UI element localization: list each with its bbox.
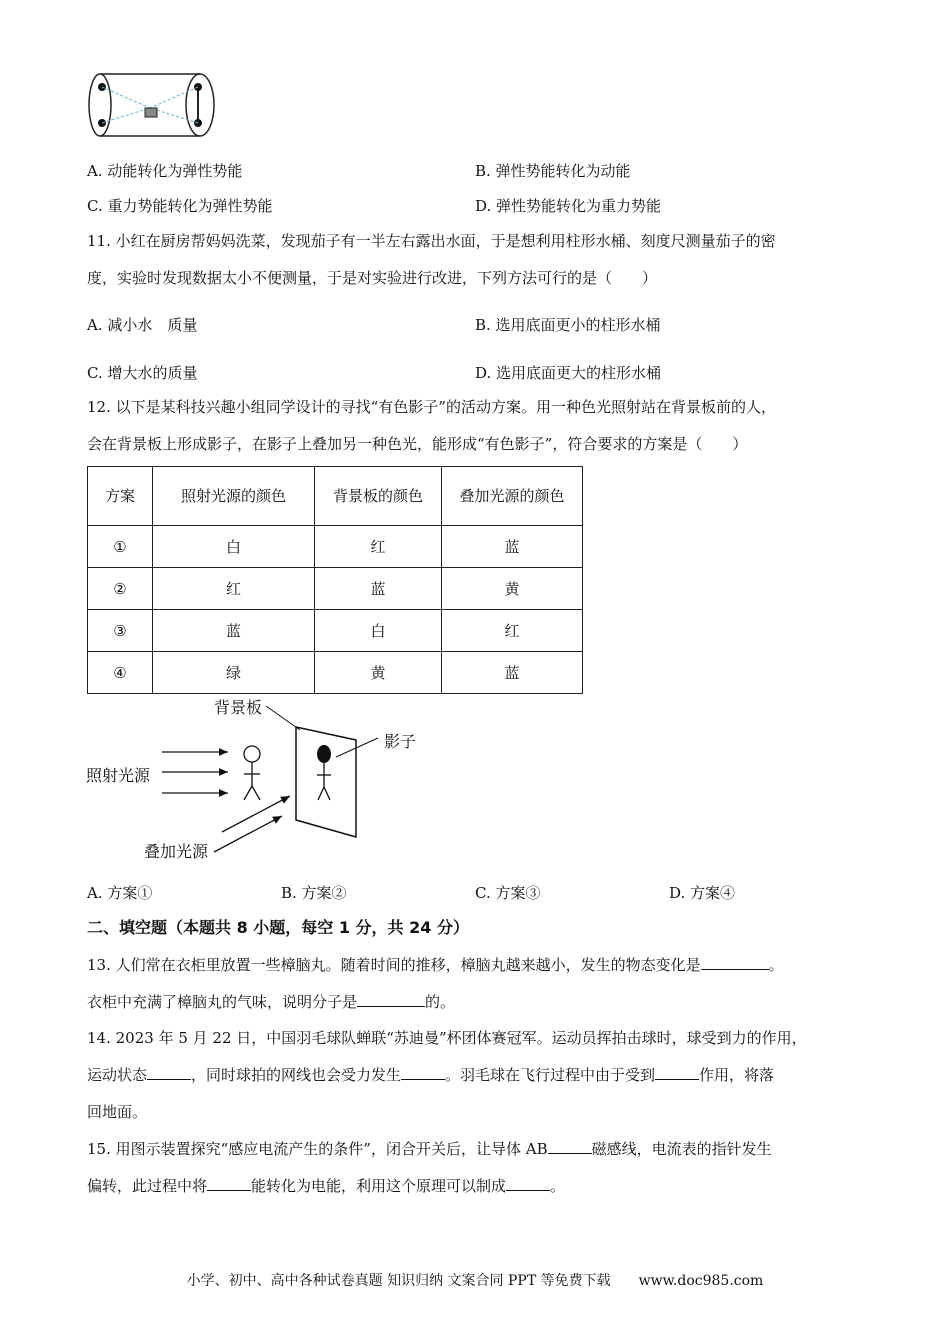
q10-option-c: C. 重力势能转化为弹性势能 xyxy=(87,197,273,215)
answer-blank[interactable] xyxy=(506,1176,550,1191)
scheme-table xyxy=(87,466,583,694)
q14-line1: 14. 2023 年 5 月 22 日，中国羽毛球队蝉联“苏迪曼”杯团体赛冠军。运动员挥拍击球时，球受到力的作用， xyxy=(87,1029,807,1047)
table-cell: 白 xyxy=(315,610,442,652)
answer-blank[interactable] xyxy=(401,1065,445,1080)
table-cell: ① xyxy=(88,526,153,568)
q11-stem-line2: 度，实验时发现数据太小不便测量，于是对实验进行改进，下列方法可行的是（ ） xyxy=(87,269,658,287)
table-cell: 黄 xyxy=(315,652,442,694)
section-title: 二、填空题（本题共 8 小题，每空 1 分，共 24 分） xyxy=(87,918,469,937)
table-cell: 蓝 xyxy=(315,568,442,610)
cylinder-spring-figure xyxy=(86,70,220,142)
answer-blank[interactable] xyxy=(655,1065,699,1080)
q13-text: 衣柜中充满了樟脑丸的气味，说明分子是 xyxy=(87,993,358,1011)
answer-blank[interactable] xyxy=(357,992,425,1007)
q15-text: 偏转，此过程中将 xyxy=(87,1177,208,1195)
answer-blank[interactable] xyxy=(207,1176,251,1191)
table-cell: 绿 xyxy=(153,652,315,694)
table-header-row xyxy=(88,467,583,526)
answer-blank[interactable] xyxy=(701,955,769,970)
table-cell: ③ xyxy=(88,610,153,652)
table-cell: 红 xyxy=(315,526,442,568)
table-cell: 白 xyxy=(153,526,315,568)
q13-text: 的。 xyxy=(425,993,456,1011)
q15-text: 能转化为电能，利用这个原理可以制成 xyxy=(251,1177,507,1195)
q11-option-b: B. 选用底面更小的柱形水桶 xyxy=(475,316,661,334)
table-cell: ④ xyxy=(88,652,153,694)
q10-option-d: D. 弹性势能转化为重力势能 xyxy=(475,197,662,215)
table-header-cell: 照射光源的颜色 xyxy=(153,467,315,526)
table-cell: 蓝 xyxy=(442,652,583,694)
page-footer: 小学、初中、高中各种试卷真题 知识归纳 文案合同 PPT 等免费下载 www.doc985.com xyxy=(186,1273,764,1289)
q14-text: 运动状态 xyxy=(87,1066,148,1084)
table-row xyxy=(88,568,583,610)
table-cell: 蓝 xyxy=(442,526,583,568)
table-row xyxy=(88,652,583,694)
q11-option-a: A. 减小水 质量 xyxy=(87,316,198,334)
q11-option-c: C. 增大水的质量 xyxy=(87,364,198,382)
q11-option-d: D. 选用底面更大的柱形水桶 xyxy=(475,364,662,382)
label-light-source: 照射光源 xyxy=(86,766,151,785)
table-header-cell: 方案 xyxy=(88,467,153,526)
table-header-cell: 叠加光源的颜色 xyxy=(442,467,583,526)
q13-text: 。 xyxy=(768,956,784,974)
q15-text: 磁感线，电流表的指针发生 xyxy=(591,1140,772,1158)
q13-line2 xyxy=(87,992,455,1012)
q15-text: 15. 用图示装置探究“感应电流产生的条件”，闭合开关后，让导体 AB xyxy=(87,1140,548,1158)
table-cell: 红 xyxy=(442,610,583,652)
q13-line1 xyxy=(87,955,784,975)
q12-option-b: B. 方案② xyxy=(281,884,347,902)
answer-blank[interactable] xyxy=(147,1065,191,1080)
q14-text: ，同时球拍的网线也会受力发生 xyxy=(191,1066,402,1084)
q12-stem-line2: 会在背景板上形成影子，在影子上叠加另一种色光，能形成“有色影子”，符合要求的方案是（ ） xyxy=(87,435,748,453)
shadow-experiment-figure xyxy=(86,692,426,862)
table-row xyxy=(88,610,583,652)
q11-stem-line1: 11. 小红在厨房帮妈妈洗菜，发现茄子有一半左右露出水面，于是想利用柱形水桶、刻度尺测量茄子的密 xyxy=(87,232,776,250)
label-background-board: 背景板 xyxy=(214,698,263,717)
q12-option-c: C. 方案③ xyxy=(475,884,541,902)
table-row xyxy=(88,526,583,568)
q12-stem-line1: 12. 以下是某科技兴趣小组同学设计的寻找“有色影子”的活动方案。用一种色光照射站在背景板前的人， xyxy=(87,398,776,416)
q14-line2 xyxy=(87,1065,774,1085)
table-cell: 黄 xyxy=(442,568,583,610)
q10-option-b: B. 弹性势能转化为动能 xyxy=(475,162,631,180)
q14-text: 。羽毛球在飞行过程中由于受到 xyxy=(445,1066,656,1084)
table-cell: 蓝 xyxy=(153,610,315,652)
q14-line3: 回地面。 xyxy=(87,1103,148,1121)
answer-blank[interactable] xyxy=(548,1139,592,1154)
q12-option-a: A. 方案① xyxy=(87,884,153,902)
table-cell: ② xyxy=(88,568,153,610)
q15-text: 。 xyxy=(550,1177,566,1195)
label-shadow: 影子 xyxy=(384,732,417,751)
table-cell: 红 xyxy=(153,568,315,610)
q13-text: 13. 人们常在衣柜里放置一些樟脑丸。随着时间的推移，樟脑丸越来越小，发生的物态变化是 xyxy=(87,956,701,974)
q15-line1 xyxy=(87,1139,772,1159)
q12-option-d: D. 方案④ xyxy=(669,884,736,902)
q14-text: 作用，将落 xyxy=(699,1066,775,1084)
q10-option-a: A. 动能转化为弹性势能 xyxy=(87,162,243,180)
label-overlay-source: 叠加光源 xyxy=(144,842,209,861)
q15-line2 xyxy=(87,1176,565,1196)
table-header-cell: 背景板的颜色 xyxy=(315,467,442,526)
